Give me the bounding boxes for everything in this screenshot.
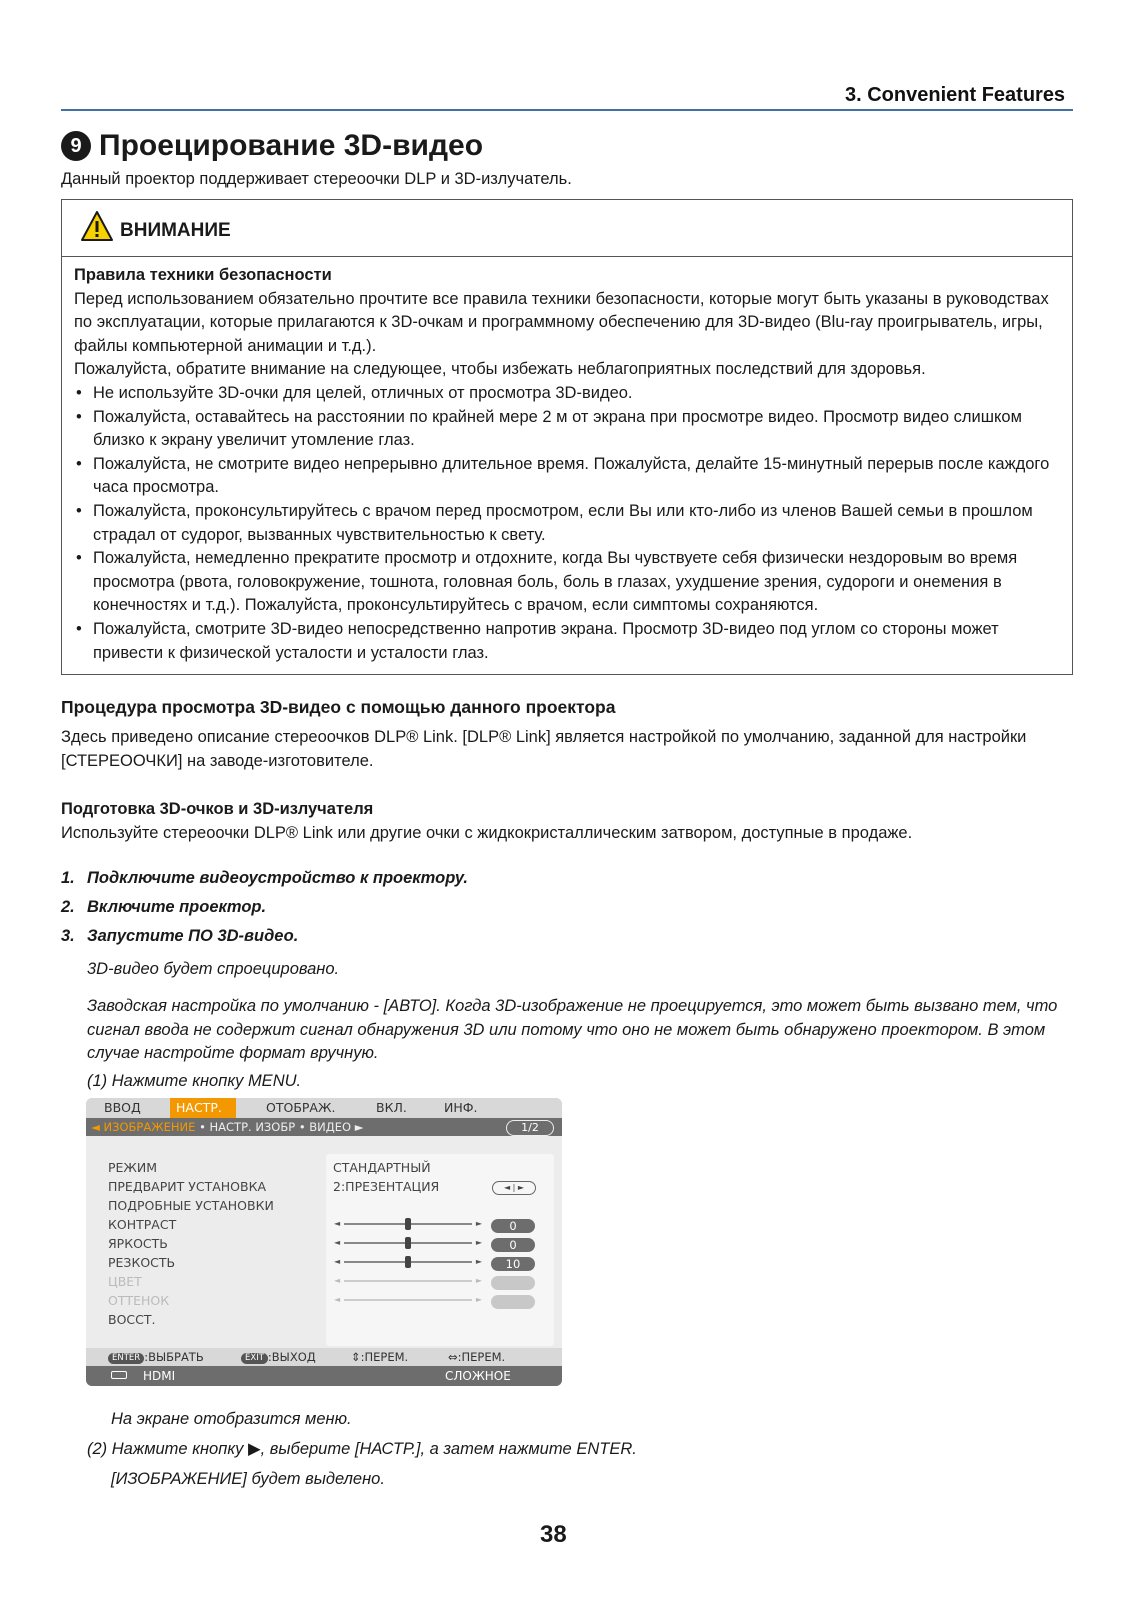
hue-slider: ◄ ► [334,1295,482,1304]
picture-highlight-note: [ИЗОБРАЖЕНИЕ] будет выделено. [111,1470,385,1488]
substep-1: (1) Нажмите кнопку MENU. [87,1072,302,1090]
hdmi-icon [111,1371,127,1379]
preparation-heading: Подготовка 3D-очков и 3D-излучателя [61,800,374,818]
osd-item-detail[interactable]: ПОДРОБНЫЕ УСТАНОВКИ [108,1198,274,1213]
warning-body [74,264,1062,665]
tab-setup[interactable]: НАСТР. [170,1098,236,1118]
warning-title: ВНИМАНИЕ [120,220,231,241]
tab-display[interactable]: ОТОБРАЖ. [266,1100,336,1115]
warning-bullet: • Пожалуйста, немедленно прекратите просмотр и отдохните, когда Вы чувствуете себя физически нездоровым во время просмотра (рвота, головокружение, тошнота, головная боль, боль в глазах, ухудшение зрения, судороги и онемения в конечностях и т.д.). Пожалуйста, проконсультируйтесь с врачом, если симптомы сохраняются. [74,547,1062,618]
osd-subnav [86,1118,562,1136]
menu-note: На экране отобразится меню. [111,1410,352,1428]
warning-subtitle: Правила техники безопасности [74,266,332,284]
exit-hint: :ВЫХОД [267,1350,316,1364]
warning-bullet: • Пожалуйста, оставайтесь на расстоянии по крайней мере 2 м от экрана при просмотре видео. Просмотр видео слишком близко к экрану увеличит утомление глаз. [74,406,1062,453]
enter-hint: :ВЫБРАТЬ [144,1350,204,1364]
hue-value [491,1295,535,1309]
osd-item-contrast[interactable]: КОНТРАСТ [108,1217,177,1232]
warning-bullet: • Пожалуйста, не смотрите видео непрерывно длительное время. Пожалуйста, делайте 15-минутный перерыв после каждого часа просмотра. [74,453,1062,500]
section-number-badge: 9 [61,131,91,161]
subnav-left-arrow[interactable]: ◄ [91,1120,100,1134]
warning-box [61,199,1073,675]
color-slider: ◄ ► [334,1276,482,1285]
enter-badge: ENTER [108,1353,144,1364]
preparation-text: Используйте стереоочки DLP® Link или другие очки с жидкокристаллическим затвором, доступные в продаже. [61,824,913,842]
section-title: 3. Convenient Features [845,84,1066,106]
contrast-value: 0 [491,1219,535,1233]
slider-knob[interactable] [405,1237,411,1249]
slider-knob[interactable] [405,1218,411,1230]
osd-item-mode[interactable]: РЕЖИМ [108,1160,158,1175]
procedure-text: Здесь приведено описание стереоочков DLP® Link. [DLP® Link] является настройкой по умолчанию, заданной для настройки [СТЕРЕООЧКИ] на заводе-изготовителе. [61,728,1027,770]
header-rule [61,109,1073,111]
osd-item-preset[interactable]: ПРЕДВАРИТ УСТАНОВКА [108,1179,266,1194]
osd-preset-value: 2:ПРЕЗЕНТАЦИЯ [333,1179,440,1194]
osd-page-indicator: 1/2 [506,1120,554,1136]
warning-triangle-icon [80,210,114,242]
step-3: 3. Запустите ПО 3D-видео. [61,927,299,945]
contrast-slider[interactable]: ◄ ► [334,1219,482,1228]
color-value [491,1276,535,1290]
sharpness-slider[interactable]: ◄ ► [334,1257,482,1266]
leftright-hint: ⇔:ПЕРЕМ. [448,1350,506,1364]
updown-hint: ⇕:ПЕРЕМ. [351,1350,409,1364]
osd-level: СЛОЖНОЕ [445,1369,511,1383]
page-title-text: Проецирование 3D-видео [99,129,484,162]
osd-item-sharpness[interactable]: РЕЗКОСТЬ [108,1255,176,1270]
step-2: 2. Включите проектор. [61,898,267,916]
tab-setup-on[interactable]: ВКЛ. [376,1100,407,1115]
intro-text: Данный проектор поддерживает стереоочки DLP и 3D-излучатель. [61,170,572,188]
tab-input[interactable]: ВВОД [104,1100,141,1115]
subnav-rest[interactable]: • НАСТР. ИЗОБР • ВИДЕО ► [199,1120,364,1134]
exit-badge: EXIT [241,1353,268,1364]
osd-footer [86,1348,562,1366]
osd-menu [86,1098,562,1386]
warning-bullet: • Пожалуйста, проконсультируйтесь с врачом перед просмотром, если Вы или кто-либо из членов Вашей семьи в прошлом страдал от судорог, вызванных чувствительностью к свету. [74,500,1062,547]
step3-factory-note: Заводская настройка по умолчанию - [АВТО]. Когда 3D-изображение не проецируется, это может быть вызвано тем, что сигнал ввода не содержит сигнал обнаружения 3D или потому что оно не может быть обнаружено проектором. В этом случае настройте формат вручную. [87,997,1058,1063]
osd-mode-value: СТАНДАРТНЫЙ [333,1160,431,1175]
osd-item-brightness[interactable]: ЯРКОСТЬ [108,1236,168,1251]
warning-paragraph: Пожалуйста, обратите внимание на следующее, чтобы избежать неблагоприятных последствий для здоровья. [74,360,926,379]
warning-bullet: • Пожалуйста, смотрите 3D-видео непосредственно напротив экрана. Просмотр 3D-видео под углом со стороны может привести к физической усталости и усталости глаз. [74,618,1062,665]
osd-item-color: ЦВЕТ [108,1274,142,1289]
warning-header [62,200,1072,257]
osd-source-bar [86,1366,562,1386]
osd-item-hue: ОТТЕНОК [108,1293,170,1308]
warning-bullet: • Не используйте 3D-очки для целей, отличных от просмотра 3D-видео. [74,382,1062,406]
brightness-value: 0 [491,1238,535,1252]
tab-info[interactable]: ИНФ. [444,1100,478,1115]
page-title [61,126,483,166]
osd-item-reset[interactable]: ВОССТ. [108,1312,156,1327]
slider-knob[interactable] [405,1256,411,1268]
step3-note: 3D-видео будет спроецировано. [87,960,340,978]
substep-2: (2) Нажмите кнопку ▶, выберите [НАСТР.], а затем нажмите ENTER. [87,1440,637,1458]
osd-preset-arrows[interactable]: ◄ | ► [492,1181,536,1195]
sharpness-value: 10 [491,1257,535,1271]
procedure-heading: Процедура просмотра 3D-видео с помощью данного проектора [61,697,616,717]
osd-tab-bar [86,1098,562,1118]
warning-list [74,382,1062,665]
page-number: 38 [540,1521,567,1548]
osd-source: HDMI [143,1369,176,1383]
step-1: 1. Подключите видеоустройство к проектору. [61,869,468,887]
warning-paragraph: Перед использованием обязательно прочтите все правила техники безопасности, которые могут быть указаны в руководствах по эксплуатации, которые прилагаются к 3D-очкам и программному обеспечению для 3D-видео (Blu-ray проигрыватель, игры, файлы компьютерной анимации и т.д.). [74,289,1049,355]
brightness-slider[interactable]: ◄ ► [334,1238,482,1247]
subnav-picture[interactable]: ИЗОБРАЖЕНИЕ [103,1120,196,1134]
